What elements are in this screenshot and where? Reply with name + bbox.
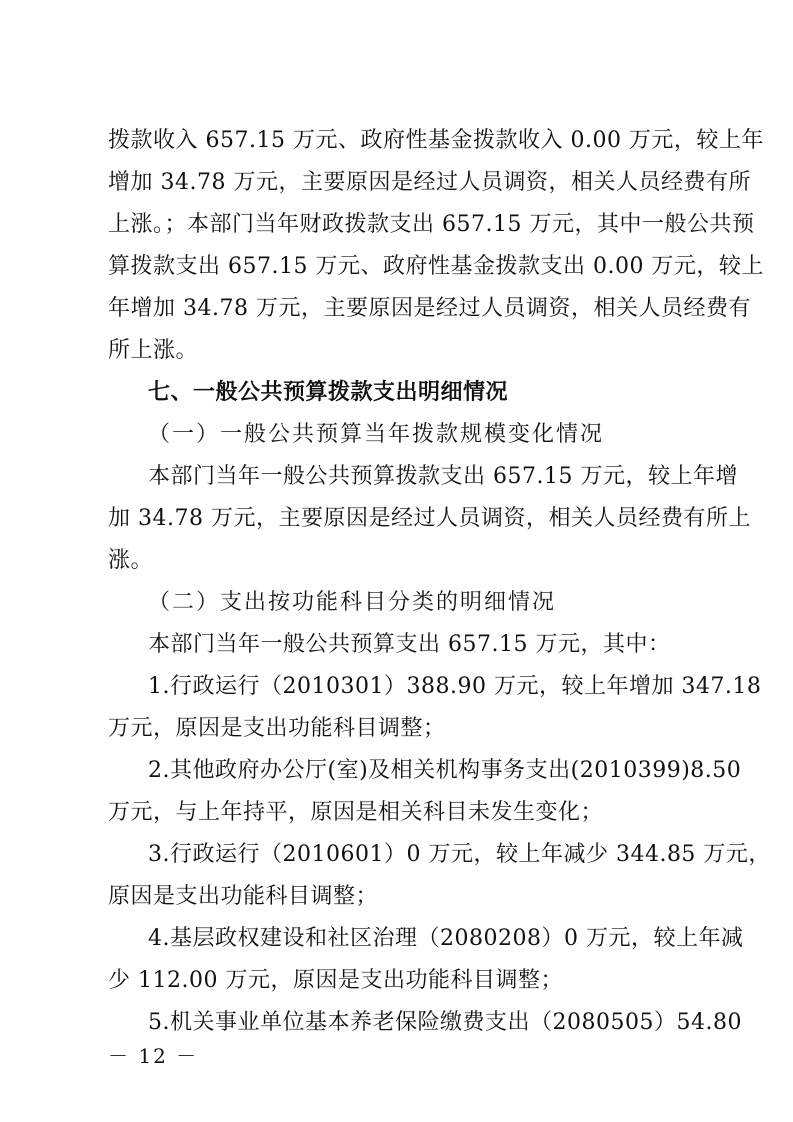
list-item-line: 少 112.00 万元，原因是支出功能科目调整； [108, 968, 563, 993]
list-item-line: 1.行政运行（2010301）388.90 万元，较上年增加 347.18 [148, 674, 762, 699]
list-item-line: 原因是支出功能科目调整； [108, 884, 379, 909]
paragraph-line: 本部门当年一般公共预算拨款支出 657.15 万元，较上年增 [148, 464, 738, 489]
section-heading: 七、一般公共预算拨款支出明细情况 [148, 380, 509, 405]
list-item-line: 4.基层政权建设和社区治理（2080208）0 万元，较上年减 [148, 926, 744, 951]
list-item-line: 2.其他政府办公厅(室)及相关机构事务支出(2010399)8.50 [148, 758, 742, 783]
list-item-line: 5.机关事业单位基本养老保险缴费支出（2080505）54.80 [148, 1010, 742, 1035]
paragraph-line: 加 34.78 万元，主要原因是经过人员调资，相关人员经费有所上 [108, 506, 751, 531]
list-item-line: 万元，与上年持平，原因是相关科目未发生变化； [108, 800, 604, 825]
subsection-heading: （二）支出按功能科目分类的明细情况 [148, 590, 557, 615]
paragraph-line: 所上涨。 [108, 338, 199, 363]
paragraph-line: 拨款收入 657.15 万元、政府性基金拨款收入 0.00 万元，较上年 [108, 128, 764, 153]
paragraph-line: 增加 34.78 万元，主要原因是经过人员调资，相关人员经费有所 [108, 170, 751, 195]
paragraph-line: 算拨款支出 657.15 万元、政府性基金拨款支出 0.00 万元，较上 [108, 254, 764, 279]
paragraph-line: 年增加 34.78 万元，主要原因是经过人员调资，相关人员经费有 [108, 296, 751, 321]
subsection-heading: （一）一般公共预算当年拨款规模变化情况 [148, 422, 605, 447]
list-item-line: 3.行政运行（2010601）0 万元，较上年减少 344.85 万元， [148, 842, 771, 867]
page-number: － 12 － [108, 1044, 199, 1068]
paragraph-line: 上涨。；本部门当年财政拨款支出 657.15 万元，其中一般公共预 [108, 212, 755, 237]
paragraph-line: 涨。 [108, 548, 154, 573]
paragraph-line: 本部门当年一般公共预算支出 657.15 万元，其中： [148, 632, 671, 657]
list-item-line: 万元，原因是支出功能科目调整； [108, 716, 446, 741]
